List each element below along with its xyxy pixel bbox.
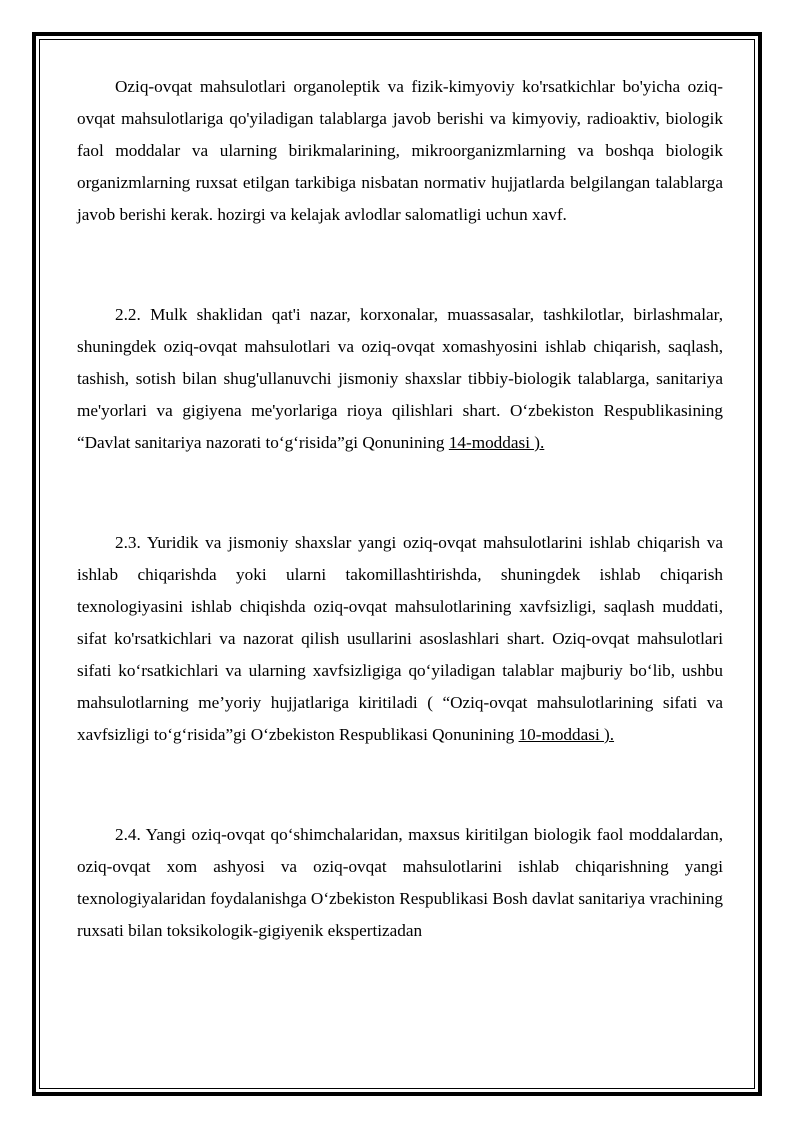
paragraph-2-4 <box>77 819 723 947</box>
paragraph-2-4-text: 2.4. Yangi oziq-ovqat qo‘shimchalaridan, maxsus kiritilgan biologik faol moddalardan, oziq-ovqat xom ashyosi va oziq-ovqat mahsulotlarini ishlab chiqarishning yangi texnologiyalaridan foydalanishga O‘zbekiston Respublikasi Bosh davlat sanitariya vrachining ruxsati bilan toksikologik-gigiyenik ekspertizadan <box>77 825 723 940</box>
paragraph-2-3 <box>77 527 723 751</box>
paragraph-2-2-text: 2.2. Mulk shaklidan qat'i nazar, korxonalar, muassasalar, tashkilotlar, birlashmalar, shuningdek oziq-ovqat mahsulotlari va oziq-ovqat xomashyosini ishlab chiqarish, saqlash, tashish, sotish bilan shug'ullanuvchi jismoniy shaxslar tibbiy-biologik talablarga, sanitariya me'yorlari va gigiyena me'yorlariga rioya qilishlari shart. O‘zbekiston Respublikasining “Davlat sanitariya nazorati to‘g‘risida”gi Qonunining <box>77 305 723 452</box>
paragraph-intro <box>77 71 723 231</box>
paragraph-intro-text: Oziq-ovqat mahsulotlari organoleptik va fizik-kimyoviy ko'rsatkichlar bo'yicha oziq-ovqat mahsulotlariga qo'yiladigan talablarga javob berishi va kimyoviy, radioaktiv, biologik faol moddalar va ularning birikmalarining, mikroorganizmlarning va boshqa biologik organizmlarning ruxsat etilgan tarkibiga nisbatan normativ hujjatlarda belgilangan talablarga javob berishi kerak. hozirgi va kelajak avlodlar salomatligi uchun xavf. <box>77 77 723 224</box>
article-10-link[interactable]: 10-moddasi ). <box>518 725 615 744</box>
document-body <box>77 71 723 947</box>
paragraph-2-2 <box>77 299 723 459</box>
article-14-link[interactable]: 14-moddasi ). <box>448 433 545 452</box>
paragraph-2-3-text: 2.3. Yuridik va jismoniy shaxslar yangi oziq-ovqat mahsulotlarini ishlab chiqarish va ishlab chiqarishda yoki ularni takomillashtirishda, shuningdek ishlab chiqarish texnologiyasini ishlab chiqishda oziq-ovqat mahsulotlarining xavfsizligi, saqlash muddati, sifat ko'rsatkichlari va nazorat qilish usullarini asoslashlari shart. Oziq-ovqat mahsulotlari sifati ko‘rsatkichlari va ularning xavfsizligiga qo‘yiladigan talablar majburiy bo‘lib, ushbu mahsulotlarning me’yoriy hujjatlariga kiritiladi ( “Oziq-ovqat mahsulotlarining sifati va xavfsizligi to‘g‘risida”gi O‘zbekiston Respublikasi Qonunining <box>77 533 723 744</box>
